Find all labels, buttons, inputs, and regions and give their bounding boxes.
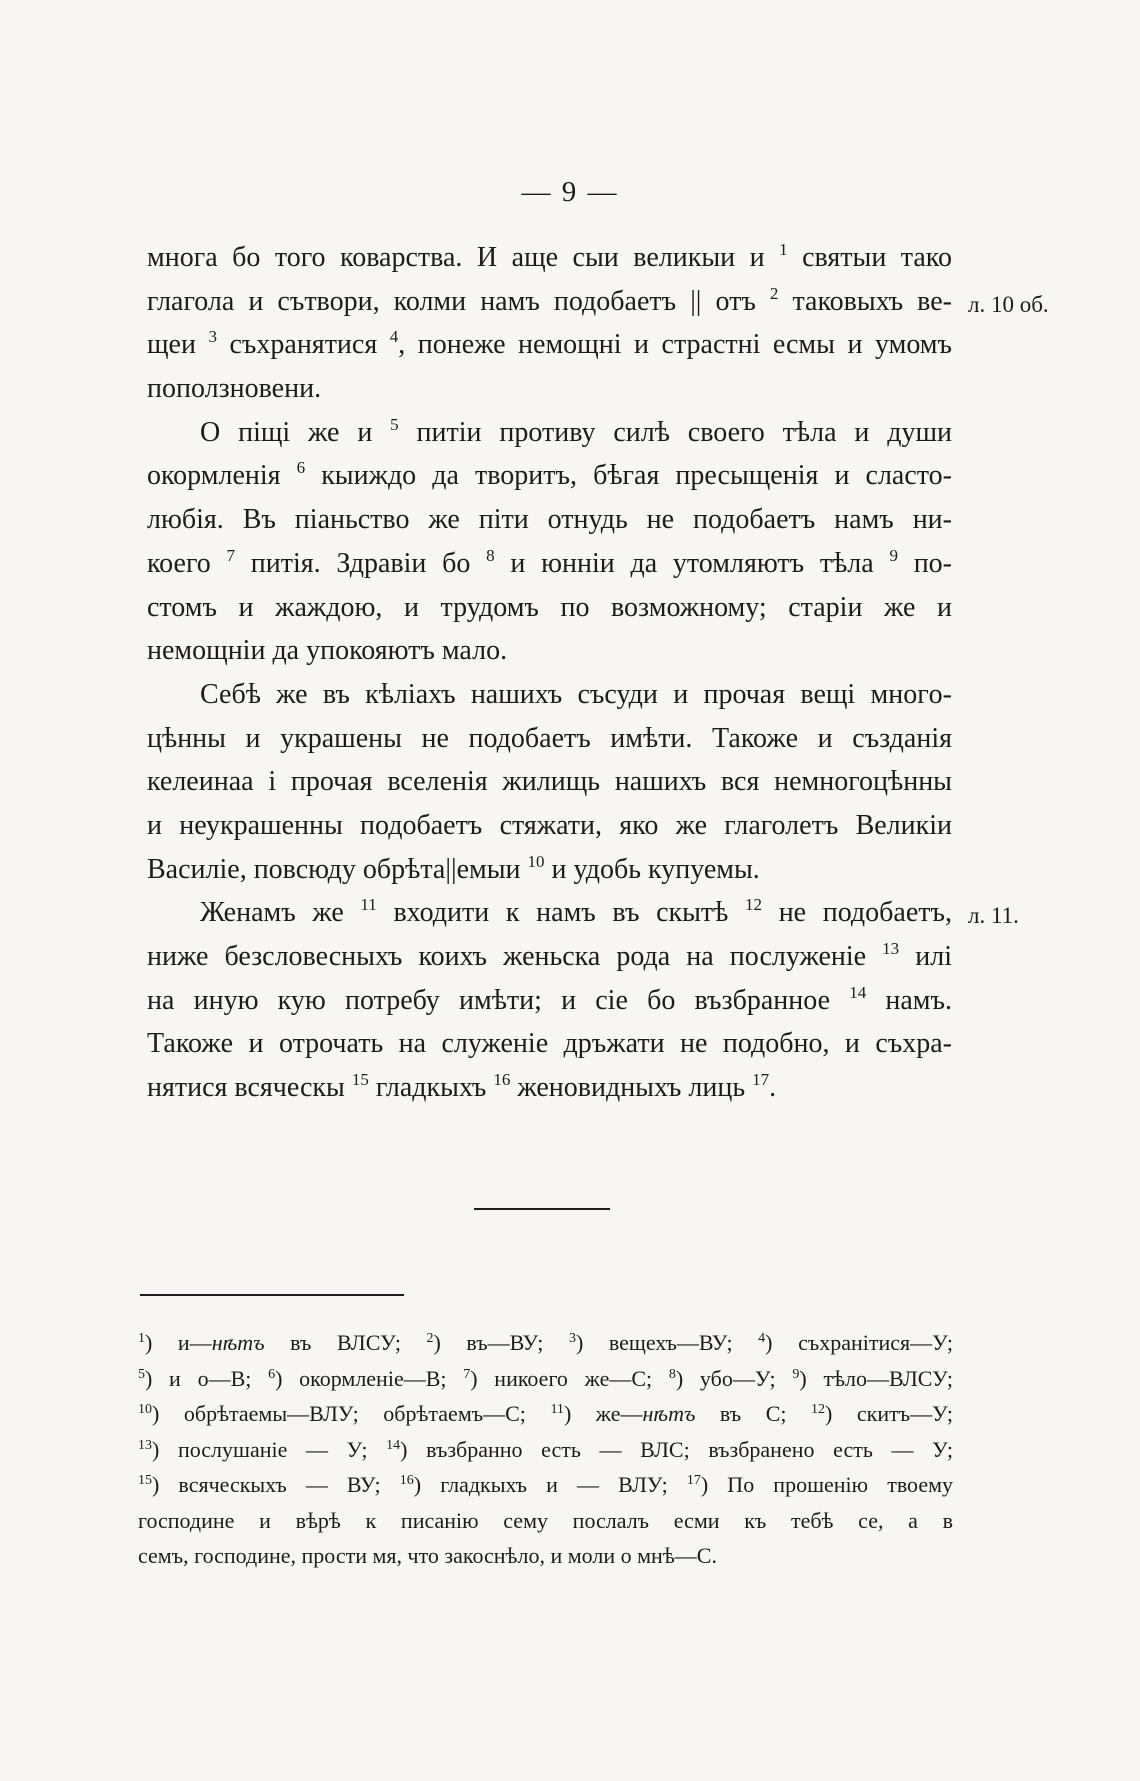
text-segment: ) въ—ВУ; (433, 1330, 569, 1355)
text-segment: , понеже немощні и страстні есмы и умомъ (398, 329, 952, 361)
footnote-marker: 8 (668, 1366, 676, 1382)
footnote-marker: 16 (493, 1070, 511, 1090)
text-segment: ) окормленіе—В; (275, 1365, 464, 1391)
text-segment: господине и вѣрѣ к писанію сему послалъ есми къ тебѣ се, а в (138, 1507, 953, 1533)
body-line (147, 411, 952, 455)
body-line (147, 498, 952, 542)
text-segment: поползновени. (147, 373, 322, 405)
text-segment: кыиждо да творитъ, бѣгая пресыщенія и сласто- (305, 460, 952, 492)
text-segment: семъ, господине, прости мя, что закоснѣло, и моли о мнѣ—С. (138, 1543, 717, 1568)
text-segment: таковыхъ ве- (778, 285, 952, 317)
section-divider (474, 1208, 610, 1210)
body-line (147, 760, 952, 804)
body-line (147, 979, 952, 1023)
text-segment: ) же— (563, 1401, 643, 1426)
body-line (147, 542, 952, 586)
footnote-marker: 15 (351, 1070, 369, 1090)
text-segment: питіи противу силѣ своего тѣла и души (398, 416, 952, 448)
main-text (147, 236, 952, 1110)
footnote-marker: 2 (426, 1331, 434, 1346)
text-segment: по- (897, 547, 952, 579)
footnote-rule (140, 1294, 404, 1296)
text-segment: ) възбранно есть — ВЛС; възбранено есть — У; (400, 1436, 953, 1462)
footnote-marker: 11 (550, 1402, 564, 1417)
italic-text: нѣтъ (211, 1330, 265, 1355)
body-line (147, 1022, 952, 1066)
footnote-marker: 8 (486, 545, 495, 565)
footnote-line (138, 1396, 953, 1432)
text-segment: ) съхранітися—У; (765, 1330, 953, 1355)
text-segment: ) скитъ—У; (825, 1401, 953, 1426)
footnote-marker: 5 (390, 414, 399, 434)
text-segment: О піщі же и (200, 416, 391, 448)
footnote-marker: 7 (226, 545, 235, 565)
text-segment: ) никоего же—С; (470, 1365, 669, 1391)
footnote-marker: 6 (268, 1366, 276, 1382)
footnote-line (138, 1538, 953, 1574)
margin-note-folio-11: л. 11. (968, 903, 1019, 928)
text-segment: нятися всяческы (147, 1072, 352, 1104)
footnote-marker: 3 (208, 327, 217, 347)
text-segment: Женамъ же (200, 897, 361, 929)
footnote-marker: 13 (882, 939, 900, 958)
text-segment: ) всяческыхъ — ВУ; (152, 1472, 400, 1497)
body-line (147, 717, 952, 761)
footnote-marker: 4 (758, 1331, 766, 1346)
text-segment: Василіе, повсюду обрѣта||емыи (147, 853, 528, 885)
text-segment: съхранятися (216, 329, 390, 361)
footnote-marker: 10 (527, 851, 545, 871)
text-segment: ) тѣло—ВЛСУ; (799, 1365, 953, 1391)
body-line (147, 367, 952, 411)
text-segment: въ ВЛСУ; (264, 1330, 427, 1355)
text-segment: ) убо—У; (675, 1365, 793, 1391)
text-segment: ) и о—В; (145, 1365, 269, 1391)
text-segment: женовидныхъ лиць (510, 1072, 753, 1104)
body-line (147, 804, 952, 848)
footnote-line (138, 1325, 953, 1361)
body-line (147, 280, 952, 324)
footnote-marker: 9 (889, 545, 898, 565)
footnote-marker: 14 (849, 982, 867, 1002)
footnote-marker: 13 (138, 1437, 152, 1453)
text-segment: ) и— (145, 1330, 212, 1355)
text-segment: ) гладкыхъ и — ВЛУ; (413, 1472, 687, 1497)
footnote-marker: 10 (138, 1402, 152, 1417)
footnote-marker: 7 (463, 1366, 471, 1382)
text-segment: питія. Здравіи бо (235, 547, 487, 579)
margin-note-folio-10v: л. 10 об. (968, 292, 1049, 317)
text-segment: келеинаа і прочая вселенія жилищь нашихъ вся немногоцѣнны (147, 766, 952, 798)
footnote-marker: 4 (389, 327, 399, 347)
footnote-marker: 1 (779, 240, 788, 259)
footnote-marker: 15 (138, 1473, 152, 1488)
text-segment: ) вещехъ—ВУ; (575, 1330, 759, 1355)
footnotes (138, 1325, 953, 1574)
footnote-line (138, 1503, 953, 1539)
text-segment: окормленія (147, 460, 297, 492)
text-segment: ) обрѣтаемы—ВЛУ; обрѣтаемъ—С; (152, 1401, 551, 1426)
footnote-marker: 3 (568, 1331, 576, 1346)
text-segment: щеи (147, 329, 209, 361)
text-segment: цѣнны и украшены не подобаетъ имѣти. Такожe и създанія (147, 722, 952, 754)
text-segment: немощніи да упокояютъ мало. (147, 635, 508, 667)
footnote-marker: 11 (360, 895, 377, 915)
footnote-marker: 12 (811, 1402, 826, 1417)
text-segment: . (769, 1072, 777, 1104)
text-segment: любія. Въ піаньство же піти отнудь не подобаетъ намъ ни- (147, 504, 952, 536)
body-line (147, 891, 952, 935)
text-segment: и неукрашенны подобаетъ стяжати, яко же глаголетъ Великіи (147, 809, 952, 841)
footnote-marker: 2 (769, 283, 779, 303)
text-segment: намъ. (866, 984, 952, 1016)
body-line (147, 323, 952, 367)
text-segment: многа бо того коварства. И аще сыи великыи и (147, 242, 780, 273)
body-line (147, 454, 952, 498)
footnote-marker: 12 (745, 895, 763, 915)
footnote-line (138, 1432, 953, 1468)
text-segment: и юнніи да утомляютъ тѣла (494, 547, 890, 579)
text-segment: ) послушаніе — У; (152, 1436, 387, 1462)
footnote-marker: 14 (386, 1437, 401, 1453)
text-segment: Себѣ же въ кѣліахъ нашихъ съсуди и прочая вещі многo- (200, 678, 952, 710)
footnote-marker: 9 (792, 1366, 800, 1382)
text-segment: глагола и сътвори, колми намъ подобаетъ || отъ (147, 285, 770, 317)
text-segment: на иную кую потребу имѣти; и сіе бо възбранное (147, 984, 850, 1016)
italic-text: нѣтъ (642, 1401, 696, 1426)
text-segment: святыи тако (787, 242, 952, 273)
footnote-marker: 17 (752, 1070, 770, 1090)
text-segment: ниже безсловесныхъ коихъ женьска рода на послуженіе (147, 941, 883, 972)
footnote-line (138, 1361, 953, 1397)
body-line (147, 673, 952, 717)
footnote-marker: 16 (399, 1473, 414, 1488)
footnote-marker: 17 (686, 1473, 701, 1488)
body-line (147, 935, 952, 979)
text-segment: Такожe и отрочать на служеніе дръжати не подобно, и съхра- (147, 1028, 952, 1060)
footnote-marker: 1 (138, 1331, 145, 1346)
footnote-line (138, 1467, 953, 1503)
footnote-marker: 6 (296, 458, 306, 478)
page-number: — 9 — (521, 176, 619, 208)
text-segment: илі (899, 941, 952, 972)
text-segment: не подобаетъ, (762, 897, 952, 929)
body-line (147, 629, 952, 673)
text-segment: стомъ и жаждою, и трудомъ по возможному; старіи же и (147, 591, 952, 623)
body-line (147, 586, 952, 630)
text-segment: гладкыхъ (368, 1072, 494, 1104)
body-line (147, 236, 952, 280)
body-line (147, 848, 952, 892)
text-segment: ) По прошенію твоему (700, 1472, 954, 1497)
text-segment: коего (147, 547, 227, 579)
footnote-marker: 5 (138, 1366, 145, 1382)
text-segment: входити к намъ въ скытѣ (376, 897, 746, 929)
text-segment: въ С; (695, 1401, 812, 1426)
text-segment: и удобь купуемы. (544, 853, 760, 885)
body-line (147, 1066, 952, 1110)
